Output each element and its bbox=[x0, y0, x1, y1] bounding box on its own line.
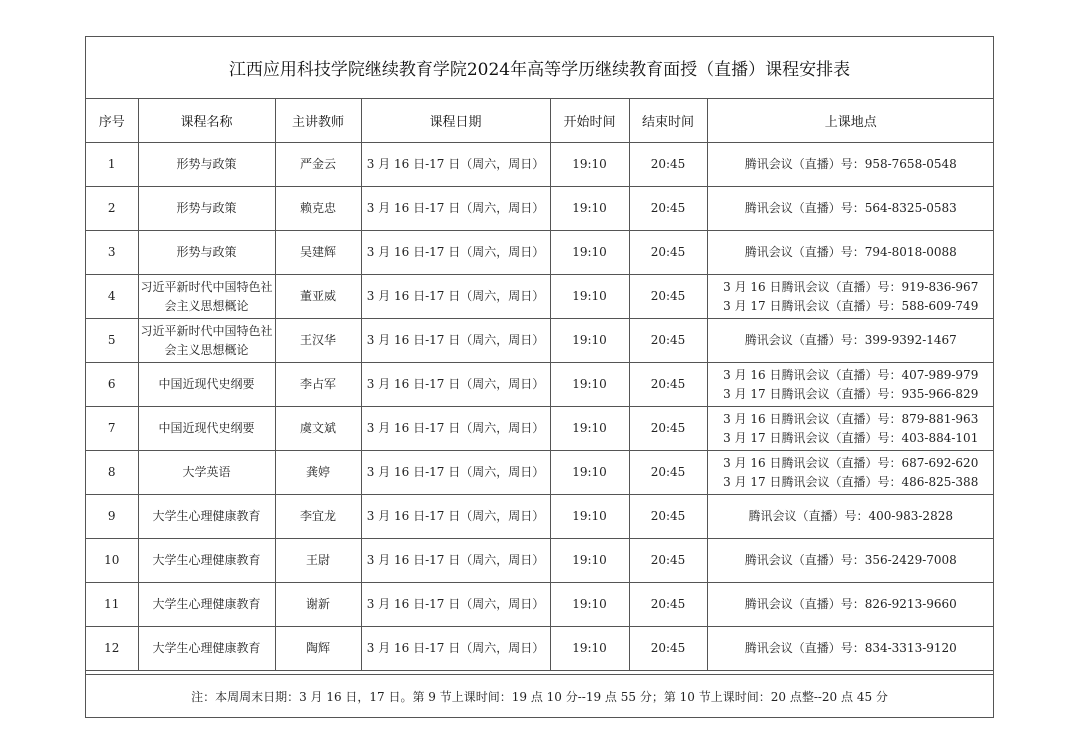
cell-end: 20:45 bbox=[629, 231, 707, 275]
cell-no: 11 bbox=[86, 583, 138, 627]
cell-end: 20:45 bbox=[629, 319, 707, 363]
cell-teacher: 李宜龙 bbox=[275, 495, 361, 539]
cell-no: 8 bbox=[86, 451, 138, 495]
schedule-document bbox=[85, 36, 994, 718]
cell-end: 20:45 bbox=[629, 363, 707, 407]
cell-teacher: 虞文斌 bbox=[275, 407, 361, 451]
cell-end: 20:45 bbox=[629, 495, 707, 539]
cell-no: 5 bbox=[86, 319, 138, 363]
cell-teacher: 李占军 bbox=[275, 363, 361, 407]
cell-no: 12 bbox=[86, 627, 138, 671]
cell-no: 9 bbox=[86, 495, 138, 539]
cell-start: 19:10 bbox=[550, 583, 629, 627]
cell-location bbox=[707, 539, 994, 583]
cell-start: 19:10 bbox=[550, 539, 629, 583]
cell-date: 3 月 16 日-17 日（周六，周日） bbox=[361, 583, 550, 627]
cell-no: 6 bbox=[86, 363, 138, 407]
cell-course: 形势与政策 bbox=[138, 231, 275, 275]
table-row bbox=[86, 583, 994, 627]
cell-date: 3 月 16 日-17 日（周六，周日） bbox=[361, 143, 550, 187]
cell-course: 大学生心理健康教育 bbox=[138, 627, 275, 671]
col-header-no: 序号 bbox=[86, 98, 138, 143]
meeting-id: 腾讯会议（直播）号：400-983-2828 bbox=[748, 509, 953, 523]
meeting-id-day2: 3 月 17 日腾讯会议（直播）号：588-609-749 bbox=[723, 298, 979, 313]
meeting-id: 腾讯会议（直播）号：958-7658-0548 bbox=[744, 157, 957, 171]
cell-location bbox=[707, 583, 994, 627]
cell-course: 大学生心理健康教育 bbox=[138, 495, 275, 539]
table-row bbox=[86, 627, 994, 671]
table-row bbox=[86, 363, 994, 407]
header-row bbox=[86, 98, 994, 143]
cell-date: 3 月 16 日-17 日（周六，周日） bbox=[361, 495, 550, 539]
cell-start: 19:10 bbox=[550, 319, 629, 363]
cell-course: 习近平新时代中国特色社会主义思想概论 bbox=[138, 275, 275, 319]
col-header-end: 结束时间 bbox=[629, 98, 707, 143]
meeting-id: 腾讯会议（直播）号：564-8325-0583 bbox=[744, 201, 957, 215]
cell-course: 形势与政策 bbox=[138, 143, 275, 187]
cell-teacher: 吴建辉 bbox=[275, 231, 361, 275]
meeting-id: 腾讯会议（直播）号：399-9392-1467 bbox=[744, 333, 957, 347]
cell-no: 3 bbox=[86, 231, 138, 275]
cell-start: 19:10 bbox=[550, 451, 629, 495]
cell-start: 19:10 bbox=[550, 407, 629, 451]
cell-course: 大学生心理健康教育 bbox=[138, 583, 275, 627]
cell-no: 1 bbox=[86, 143, 138, 187]
cell-end: 20:45 bbox=[629, 451, 707, 495]
table-row bbox=[86, 407, 994, 451]
cell-location bbox=[707, 187, 994, 231]
col-header-teacher: 主讲教师 bbox=[275, 98, 361, 143]
meeting-id: 腾讯会议（直播）号：826-9213-9660 bbox=[744, 597, 957, 611]
cell-location bbox=[707, 143, 994, 187]
table-row bbox=[86, 319, 994, 363]
col-header-location: 上课地点 bbox=[707, 98, 994, 143]
table-row bbox=[86, 451, 994, 495]
meeting-id-day2: 3 月 17 日腾讯会议（直播）号：486-825-388 bbox=[723, 474, 979, 489]
table-row bbox=[86, 231, 994, 275]
cell-course: 大学生心理健康教育 bbox=[138, 539, 275, 583]
cell-teacher: 王汉华 bbox=[275, 319, 361, 363]
table-row bbox=[86, 143, 994, 187]
meeting-id-day1: 3 月 16 日腾讯会议（直播）号：687-692-620 bbox=[723, 455, 979, 470]
cell-end: 20:45 bbox=[629, 143, 707, 187]
meeting-id-day1: 3 月 16 日腾讯会议（直播）号：407-989-979 bbox=[723, 367, 979, 382]
cell-location bbox=[707, 495, 994, 539]
cell-location bbox=[707, 363, 994, 407]
cell-location bbox=[707, 231, 994, 275]
cell-end: 20:45 bbox=[629, 275, 707, 319]
cell-date: 3 月 16 日-17 日（周六，周日） bbox=[361, 363, 550, 407]
meeting-id-day1: 3 月 16 日腾讯会议（直播）号：919-836-967 bbox=[723, 279, 979, 294]
cell-location bbox=[707, 451, 994, 495]
cell-end: 20:45 bbox=[629, 583, 707, 627]
meeting-id: 腾讯会议（直播）号：834-3313-9120 bbox=[744, 641, 957, 655]
cell-location bbox=[707, 319, 994, 363]
cell-start: 19:10 bbox=[550, 495, 629, 539]
cell-start: 19:10 bbox=[550, 275, 629, 319]
cell-date: 3 月 16 日-17 日（周六，周日） bbox=[361, 627, 550, 671]
cell-teacher: 董亚威 bbox=[275, 275, 361, 319]
cell-date: 3 月 16 日-17 日（周六，周日） bbox=[361, 451, 550, 495]
cell-start: 19:10 bbox=[550, 627, 629, 671]
cell-end: 20:45 bbox=[629, 407, 707, 451]
cell-course: 形势与政策 bbox=[138, 187, 275, 231]
cell-start: 19:10 bbox=[550, 231, 629, 275]
col-header-start: 开始时间 bbox=[550, 98, 629, 143]
cell-no: 2 bbox=[86, 187, 138, 231]
cell-end: 20:45 bbox=[629, 187, 707, 231]
meeting-id: 腾讯会议（直播）号：356-2429-7008 bbox=[744, 553, 957, 567]
cell-date: 3 月 16 日-17 日（周六，周日） bbox=[361, 319, 550, 363]
cell-teacher: 严金云 bbox=[275, 143, 361, 187]
cell-course: 大学英语 bbox=[138, 451, 275, 495]
meeting-id-day2: 3 月 17 日腾讯会议（直播）号：403-884-101 bbox=[723, 430, 979, 445]
cell-date: 3 月 16 日-17 日（周六，周日） bbox=[361, 275, 550, 319]
cell-course: 中国近现代史纲要 bbox=[138, 407, 275, 451]
cell-no: 4 bbox=[86, 275, 138, 319]
cell-teacher: 龚婷 bbox=[275, 451, 361, 495]
table-row bbox=[86, 187, 994, 231]
col-header-date: 课程日期 bbox=[361, 98, 550, 143]
cell-date: 3 月 16 日-17 日（周六，周日） bbox=[361, 407, 550, 451]
cell-end: 20:45 bbox=[629, 539, 707, 583]
cell-course: 中国近现代史纲要 bbox=[138, 363, 275, 407]
meeting-id-day1: 3 月 16 日腾讯会议（直播）号：879-881-963 bbox=[723, 411, 979, 426]
cell-no: 10 bbox=[86, 539, 138, 583]
cell-location bbox=[707, 627, 994, 671]
cell-teacher: 谢新 bbox=[275, 583, 361, 627]
cell-date: 3 月 16 日-17 日（周六，周日） bbox=[361, 231, 550, 275]
meeting-id-day2: 3 月 17 日腾讯会议（直播）号：935-966-829 bbox=[723, 386, 979, 401]
cell-end: 20:45 bbox=[629, 627, 707, 671]
col-header-course: 课程名称 bbox=[138, 98, 275, 143]
cell-start: 19:10 bbox=[550, 143, 629, 187]
schedule-note: 注：本周周末日期：3 月 16 日，17 日。第 9 节上课时间：19 点 10 分--19 点 55 分；第 10 节上课时间：20 点整--20 点 45 分 bbox=[86, 674, 993, 718]
cell-location bbox=[707, 275, 994, 319]
cell-start: 19:10 bbox=[550, 363, 629, 407]
schedule-table bbox=[86, 98, 994, 671]
cell-no: 7 bbox=[86, 407, 138, 451]
table-row bbox=[86, 539, 994, 583]
document-title: 江西应用科技学院继续教育学院2024年高等学历继续教育面授（直播）课程安排表 bbox=[86, 37, 993, 99]
meeting-id: 腾讯会议（直播）号：794-8018-0088 bbox=[744, 245, 957, 259]
cell-location bbox=[707, 407, 994, 451]
cell-course: 习近平新时代中国特色社会主义思想概论 bbox=[138, 319, 275, 363]
table-row bbox=[86, 495, 994, 539]
cell-teacher: 陶辉 bbox=[275, 627, 361, 671]
cell-start: 19:10 bbox=[550, 187, 629, 231]
table-row bbox=[86, 275, 994, 319]
cell-teacher: 王尉 bbox=[275, 539, 361, 583]
cell-date: 3 月 16 日-17 日（周六，周日） bbox=[361, 539, 550, 583]
cell-teacher: 赖克忠 bbox=[275, 187, 361, 231]
cell-date: 3 月 16 日-17 日（周六，周日） bbox=[361, 187, 550, 231]
